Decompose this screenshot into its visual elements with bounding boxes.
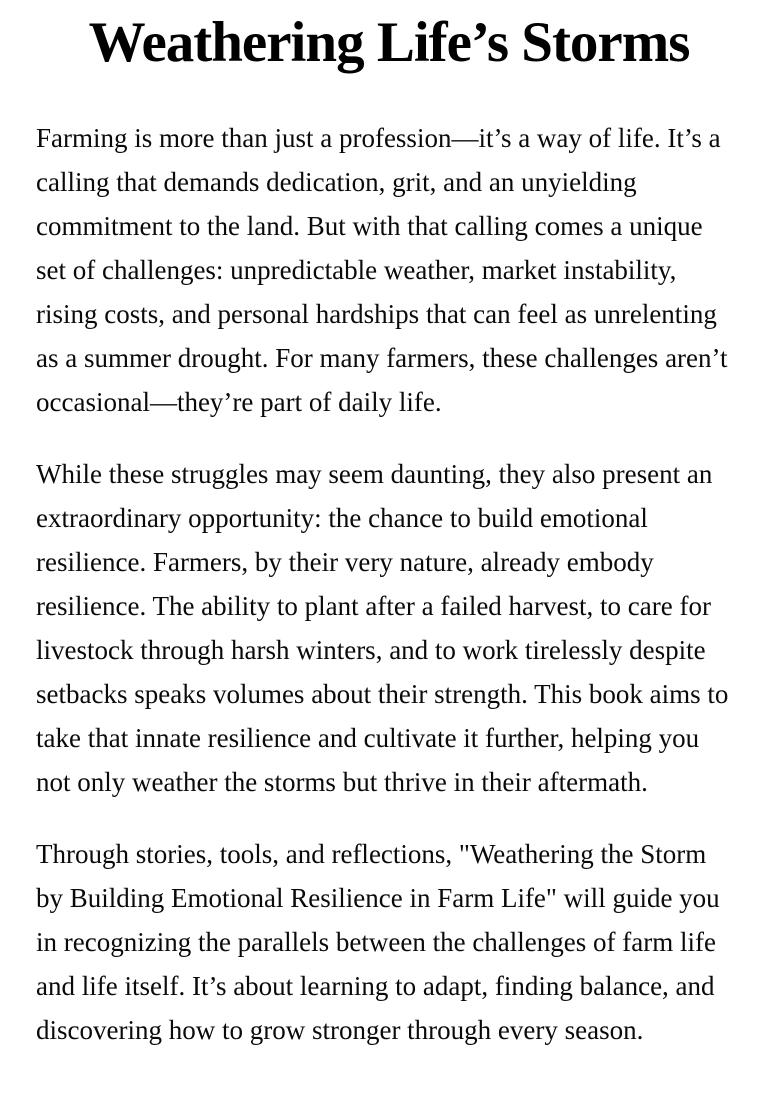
paragraph-resilience: While these struggles may seem daunting, they also present an extraordinary opportunity: the chance to build emotional resilience. Farmers, by their very nature, already embody resilience. The ability to plant after a failed harvest, to care for livestock through harsh winters, and to work tirelessly despite setbacks speaks volumes about their strength. This book aims to take that innate resilience and cultivate it further, helping you not only weather the storms but thrive in their aftermath. (36, 458, 729, 797)
body-text (36, 116, 742, 1052)
paragraph-book-overview: Through stories, tools, and reflections, "Weathering the Storm by Building Emotional Resilience in Farm Life" will guide you in recognizing the parallels between the challenges of farm life and life itself. It’s about learning to adapt, finding balance, and discovering how to grow stronger through every season. (36, 838, 720, 1045)
page-title: Weathering Life’s Storms (88, 11, 690, 74)
paragraph-intro: Farming is more than just a profession—it’s a way of life. It’s a calling that demands dedication, grit, and an unyielding commitment to the land. But with that calling comes a unique set of challenges: unpredictable weather, market instability, rising costs, and personal hardships that can feel as unrelenting as a summer drought. For many farmers, these challenges aren’t occasional—they’re part of daily life. (36, 122, 728, 417)
